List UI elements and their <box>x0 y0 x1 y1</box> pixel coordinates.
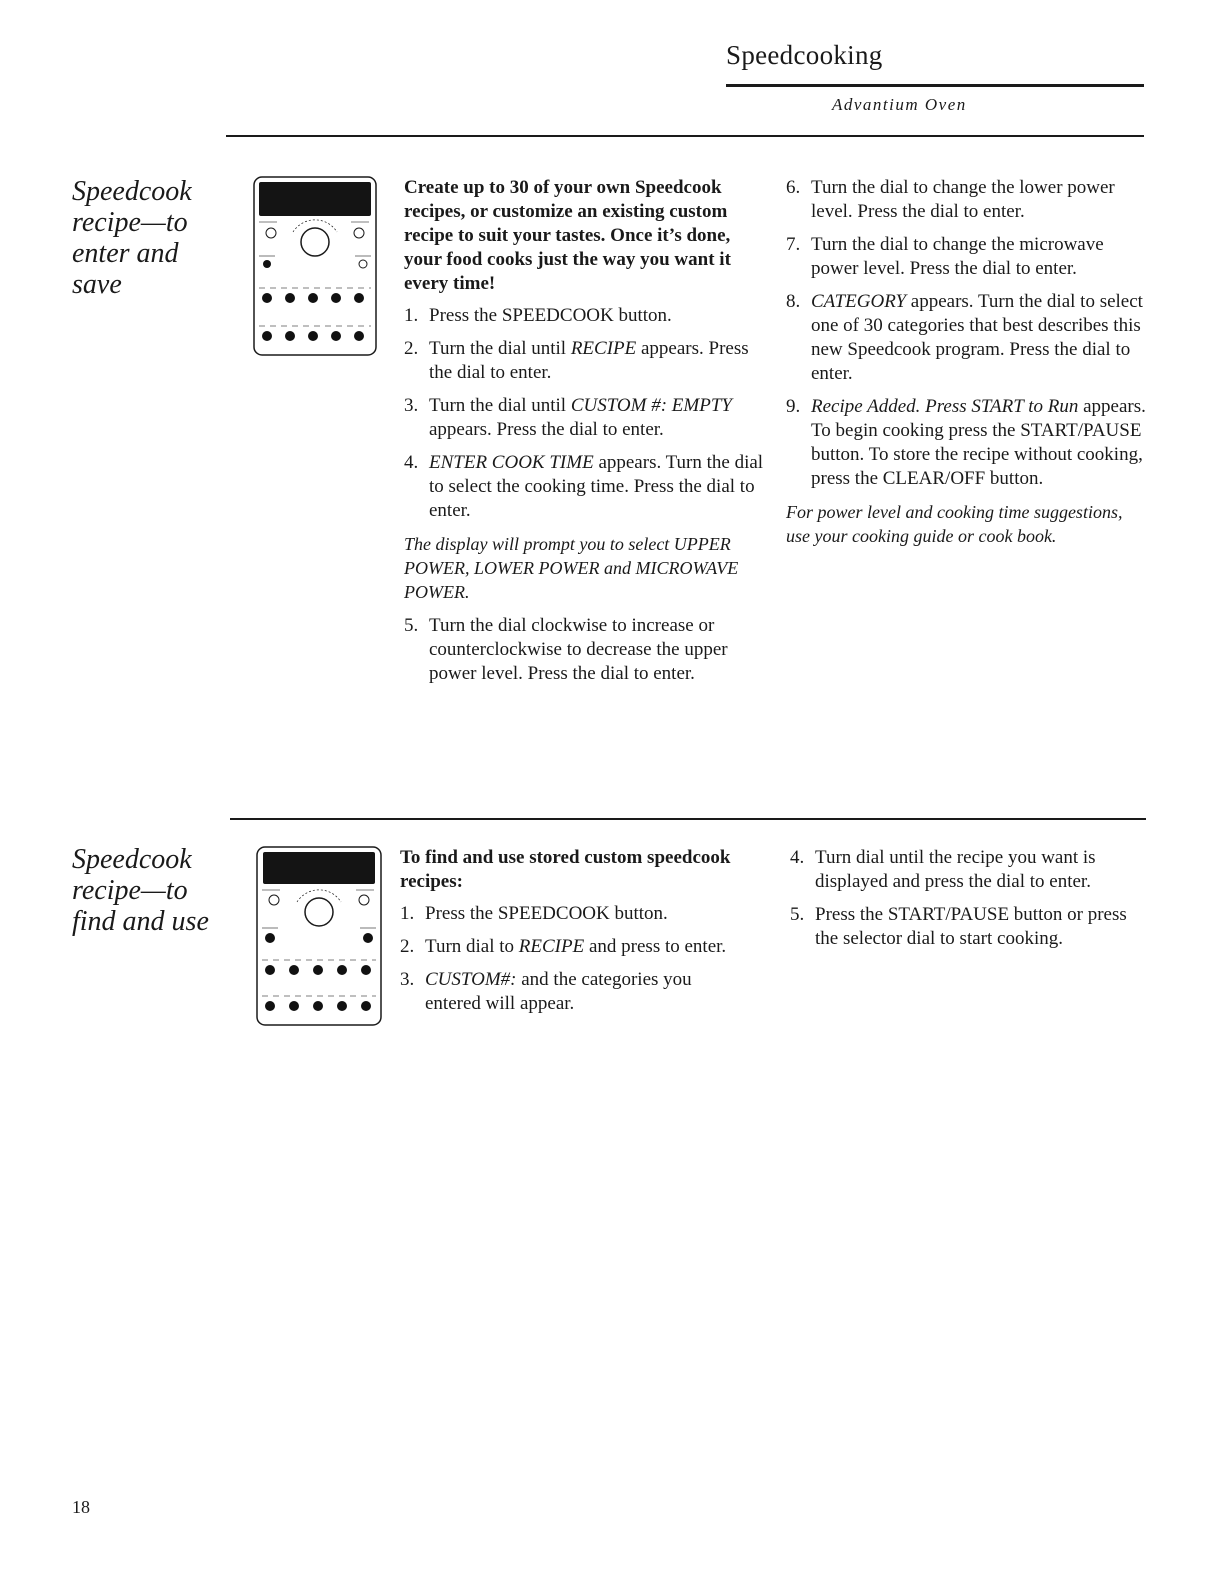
step-number: 1. <box>400 903 415 924</box>
display-message-text: CUSTOM#: <box>425 969 517 990</box>
section-title-line: Speedcook <box>72 844 192 875</box>
section1-column-left <box>404 176 764 695</box>
display-message-text: CATEGORY <box>811 291 907 312</box>
step-number: 1. <box>404 305 419 326</box>
section-intro: Create up to 30 of your own Speedcook recipes, or customize an existing custom recipe to suit your tastes. Once it’s done, your food cooks just the way you want it every time! <box>404 177 731 294</box>
speedcook-button-icon <box>269 895 279 905</box>
display-message-text: ENTER COOK TIME <box>429 452 594 473</box>
section-title-line: enter and <box>72 238 179 269</box>
display-window <box>263 852 375 884</box>
step-text: appears. To begin cooking press the START/PAUSE button. To store the recipe without cooking, press the CLEAR/OFF button. <box>811 396 1146 489</box>
step-text: Turn the dial to change the lower power level. Press the dial to enter. <box>811 177 1115 222</box>
start-button-icon <box>359 895 369 905</box>
step-text: Turn the dial to change the microwave power level. Press the dial to enter. <box>811 234 1104 279</box>
speedcook-button-icon <box>266 228 276 238</box>
step-number: 6. <box>786 177 801 198</box>
step-number: 2. <box>404 338 419 359</box>
section-rule <box>230 818 1146 820</box>
step-text: appears. Turn the dial to select one of 30 categories that best describes this new Speedcook program. Press the dial to enter. <box>811 291 1143 384</box>
steps-list <box>400 902 750 1016</box>
step-item <box>786 176 1146 224</box>
section-title-line: Speedcook <box>72 176 192 207</box>
page-number: 18 <box>72 1497 90 1517</box>
step-text: Press the SPEEDCOOK button. <box>429 305 672 326</box>
step-number: 4. <box>404 452 419 473</box>
step-item <box>790 903 1140 951</box>
step-item <box>786 395 1146 491</box>
step-item <box>404 394 764 442</box>
step-item <box>400 968 750 1016</box>
display-message-text: Recipe Added. Press START to Run <box>811 396 1079 417</box>
section-rule <box>226 135 1144 137</box>
step-number: 8. <box>786 291 801 312</box>
steps-list <box>404 614 764 686</box>
display-message-text: CUSTOM #: EMPTY <box>570 395 732 416</box>
panel-button-icon <box>263 260 271 268</box>
control-panel-illustration <box>253 176 377 356</box>
step-item <box>786 233 1146 281</box>
step-text: appears. Press the dial to enter. <box>429 419 664 440</box>
header-rule <box>726 84 1144 87</box>
section-title <box>72 176 192 300</box>
section-title-line: find and use <box>72 906 209 937</box>
section-title-line: recipe—to <box>72 875 188 906</box>
control-panel-illustration <box>256 846 382 1026</box>
step-number: 2. <box>400 936 415 957</box>
section-title-line: save <box>72 269 122 300</box>
page-header-subtitle: Advantium Oven <box>832 95 967 114</box>
display-message-text: RECIPE <box>518 936 585 957</box>
section-intro: To find and use stored custom speedcook recipes: <box>400 847 731 892</box>
clear-button-icon <box>359 260 367 268</box>
clear-button-icon <box>363 933 373 943</box>
step-text: and the categories you entered will appear. <box>425 969 692 1014</box>
steps-list <box>786 176 1146 491</box>
step-text: Turn dial until the recipe you want is displayed and press the dial to enter. <box>815 847 1096 892</box>
step-item <box>786 290 1146 386</box>
step-number: 7. <box>786 234 801 255</box>
step-text: Turn dial to <box>425 936 519 957</box>
section-title-line: recipe—to <box>72 207 188 238</box>
step-text: appears. Turn the dial to select the cooking time. Press the dial to enter. <box>429 452 764 521</box>
step-text: Press the START/PAUSE button or press the selector dial to start cooking. <box>815 904 1127 949</box>
panel-button-icon <box>265 933 275 943</box>
step-item <box>404 614 764 686</box>
step-text: Turn the dial until <box>429 395 571 416</box>
step-number: 3. <box>404 395 419 416</box>
italic-note: For power level and cooking time suggestions, use your cooking guide or cook book. <box>786 502 1123 546</box>
step-item <box>400 902 750 926</box>
step-text: and press to enter. <box>584 936 727 957</box>
section-title <box>72 844 209 937</box>
selector-dial-icon <box>301 228 329 256</box>
section2-column-right <box>790 846 1140 960</box>
section1-column-right <box>786 176 1146 558</box>
step-item <box>400 935 750 959</box>
steps-list <box>790 846 1140 951</box>
step-text: appears. Press the dial to enter. <box>429 338 749 383</box>
step-text: Turn the dial until <box>429 338 571 359</box>
italic-note: The display will prompt you to select UPPER POWER, LOWER POWER and MICROWAVE POWER. <box>404 534 739 602</box>
selector-dial-icon <box>305 898 333 926</box>
steps-list <box>404 304 764 523</box>
step-text: Press the SPEEDCOOK button. <box>425 903 668 924</box>
step-item <box>404 451 764 523</box>
step-item <box>404 337 764 385</box>
display-message-text: RECIPE <box>570 338 637 359</box>
step-item <box>790 846 1140 894</box>
step-number: 4. <box>790 847 805 868</box>
start-button-icon <box>354 228 364 238</box>
step-number: 9. <box>786 396 801 417</box>
section2-column-left <box>400 846 750 1025</box>
step-number: 5. <box>790 904 805 925</box>
step-number: 5. <box>404 615 419 636</box>
display-window <box>259 182 371 216</box>
step-text: Turn the dial clockwise to increase or counterclockwise to decrease the upper power level. Press the dial to enter. <box>429 615 728 684</box>
step-item <box>404 304 764 328</box>
page-header-title: Speedcooking <box>726 40 883 70</box>
step-number: 3. <box>400 969 415 990</box>
